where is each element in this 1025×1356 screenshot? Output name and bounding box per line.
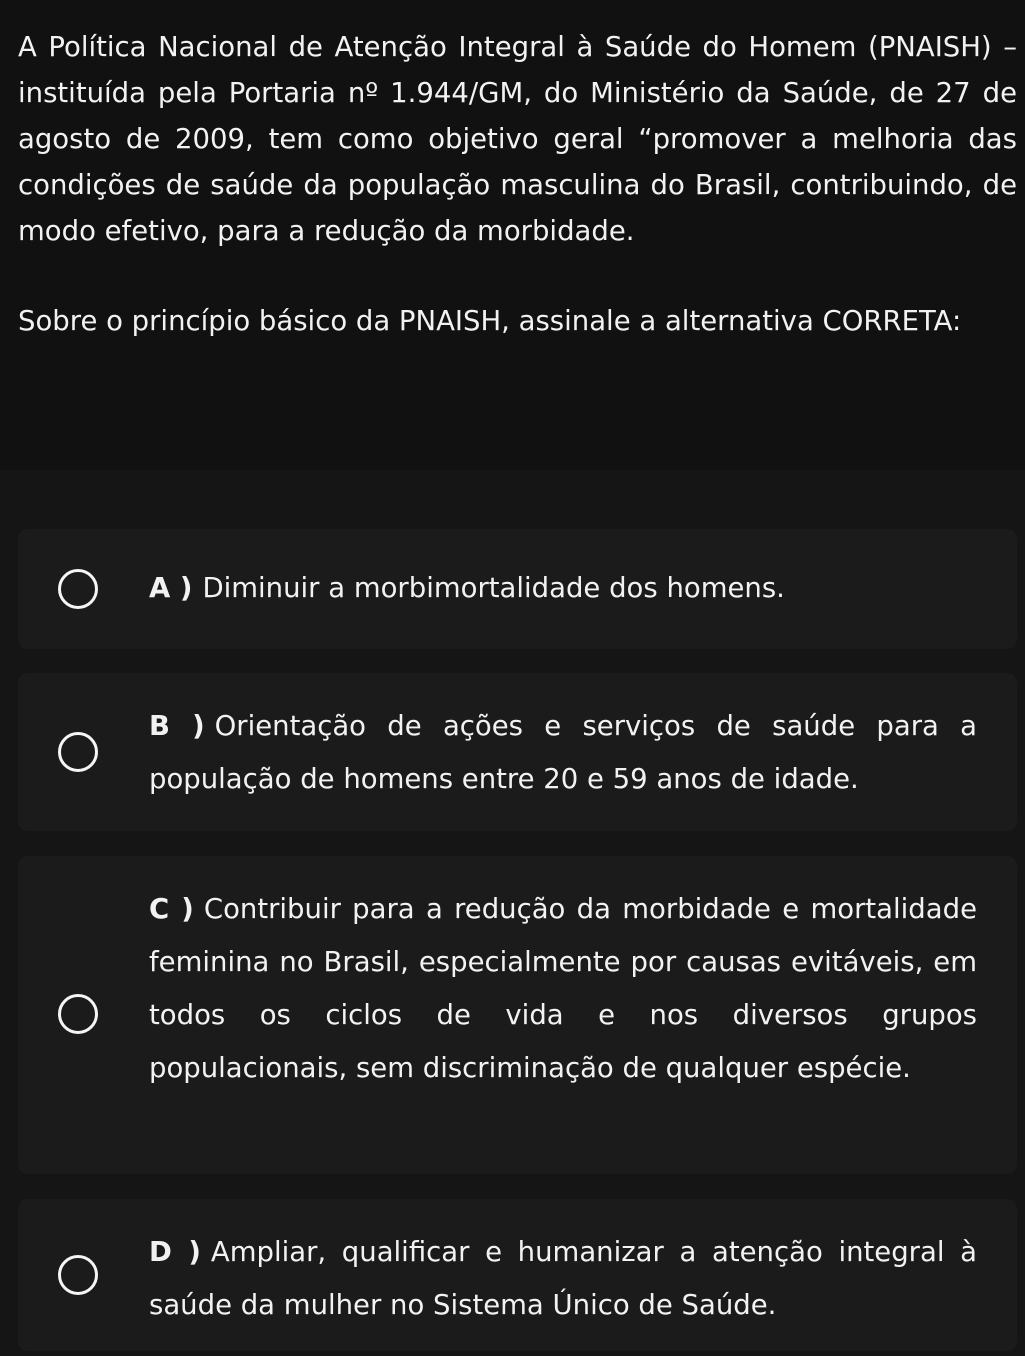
radio-circle-icon[interactable] <box>58 732 98 772</box>
option-b[interactable] <box>18 673 1017 831</box>
option-letter: C ) <box>149 893 194 925</box>
option-d[interactable] <box>18 1199 1017 1351</box>
option-label <box>149 562 977 615</box>
radio-circle-icon[interactable] <box>58 1255 98 1295</box>
option-text: Ampliar, qualificar e humanizar a atenção integral à saúde da mulher no Sistema Único de Saúde. <box>149 1236 977 1321</box>
option-letter: A ) <box>149 572 193 604</box>
option-label <box>149 883 977 1095</box>
question-context: A Política Nacional de Atenção Integral à Saúde do Homem (PNAISH) – instituída pela Portaria nº 1.944/GM, do Ministério da Saúde, de 27 de agosto de 2009, tem como objetivo geral “promover a melhoria das condições de saúde da população masculina do Brasil, contribuindo, de modo efetivo, para a redução da morbidade. <box>18 31 1017 247</box>
option-c[interactable] <box>18 856 1017 1174</box>
option-letter: D ) <box>149 1236 201 1268</box>
option-label <box>149 700 977 806</box>
option-a[interactable] <box>18 529 1017 649</box>
question-statement <box>18 24 1017 344</box>
radio-circle-icon[interactable] <box>58 994 98 1034</box>
question-prompt: Sobre o princípio básico da PNAISH, assinale a alternativa CORRETA: <box>18 305 962 337</box>
radio-circle-icon[interactable] <box>58 569 98 609</box>
option-text: Diminuir a morbimortalidade dos homens. <box>202 572 785 604</box>
option-text: Contribuir para a redução da morbidade e mortalidade feminina no Brasil, especialmente por causas evitáveis, em todos os ciclos de vida e nos diversos grupos populacionais, sem discriminação de qualquer espécie. <box>149 893 977 1084</box>
option-letter: B ) <box>149 710 205 742</box>
option-text: Orientação de ações e serviços de saúde para a população de homens entre 20 e 59 anos de idade. <box>149 710 977 795</box>
option-label <box>149 1226 977 1332</box>
